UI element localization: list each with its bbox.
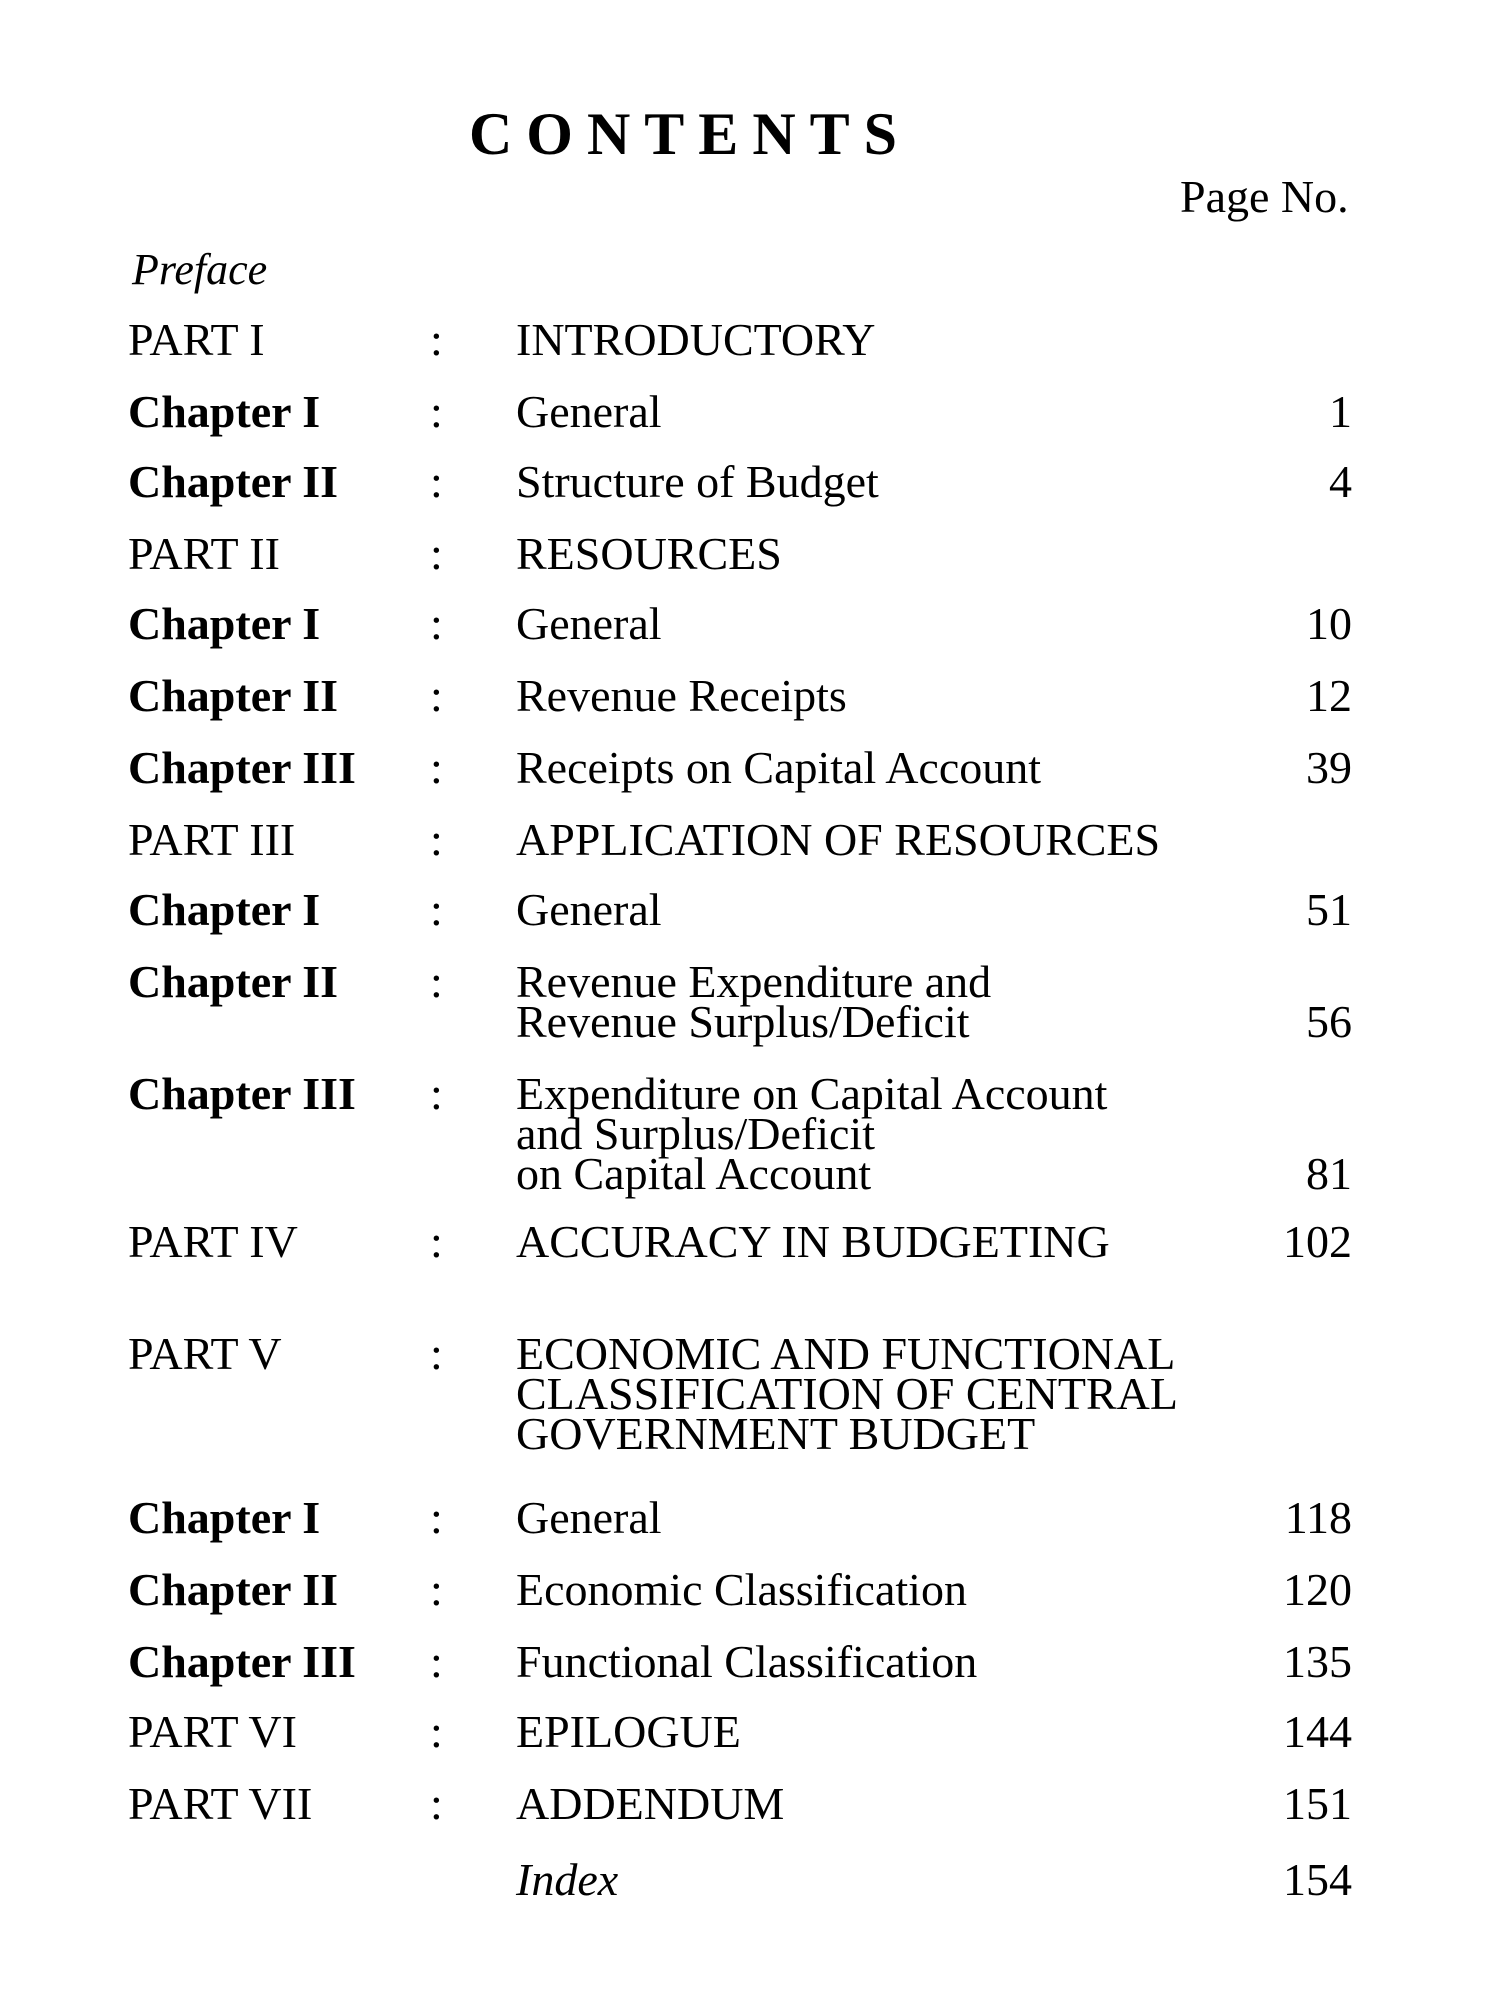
page-no-header: Page No. <box>1180 171 1349 222</box>
entry-title: Receipts on Capital Account <box>516 742 1042 793</box>
entry-title: Structure of Budget <box>516 456 879 507</box>
entry-label: PART III <box>128 814 296 865</box>
entry-page-number: 10 <box>1306 598 1352 649</box>
entry-label: PART II <box>128 528 280 579</box>
entry-label: PART V <box>128 1328 282 1379</box>
contents-title: CONTENTS <box>468 101 912 167</box>
entry-title: Economic Classification <box>516 1564 967 1615</box>
entry-page-number: 4 <box>1329 456 1352 507</box>
entry-page-number: 1 <box>1329 386 1352 437</box>
separator-colon: : <box>430 1778 443 1829</box>
entry-label: Chapter I <box>128 1492 321 1543</box>
entry-title: Revenue Receipts <box>516 670 847 721</box>
entry-label: PART VII <box>128 1778 313 1829</box>
entry-title: Functional Classification <box>516 1636 978 1687</box>
separator-colon: : <box>430 528 443 579</box>
entry-label: Chapter III <box>128 1636 356 1687</box>
entry-label: Chapter III <box>128 1068 356 1119</box>
entry-label: PART I <box>128 314 265 365</box>
entry-title: APPLICATION OF RESOURCES <box>516 814 1161 865</box>
entry-page-number: 135 <box>1283 1636 1352 1687</box>
entry-title: General <box>516 1492 662 1543</box>
entry-page-number: 56 <box>1306 996 1352 1047</box>
entry-page-number: 81 <box>1306 1148 1352 1199</box>
entry-title: INTRODUCTORY <box>516 314 876 365</box>
entry-page-number: 51 <box>1306 884 1352 935</box>
separator-colon: : <box>430 1068 443 1119</box>
separator-colon: : <box>430 456 443 507</box>
entry-title: General <box>516 386 662 437</box>
index-label: Index <box>516 1854 619 1905</box>
entry-page-number: 120 <box>1283 1564 1352 1615</box>
entry-title: General <box>516 884 662 935</box>
separator-colon: : <box>430 956 443 1007</box>
entry-label: Chapter III <box>128 742 356 793</box>
separator-colon: : <box>430 1564 443 1615</box>
entry-label: Chapter I <box>128 598 321 649</box>
entry-label: Chapter II <box>128 1564 339 1615</box>
entry-label: Chapter I <box>128 884 321 935</box>
entry-title: ADDENDUM <box>516 1778 785 1829</box>
preface-entry: Preface <box>132 245 268 294</box>
entry-page-number: 144 <box>1283 1706 1352 1757</box>
entry-label: PART VI <box>128 1706 297 1757</box>
entry-title: RESOURCES <box>516 528 782 579</box>
index-page-number: 154 <box>1283 1854 1352 1905</box>
entry-page-number: 102 <box>1283 1216 1352 1267</box>
entry-title: Expenditure on Capital Account and Surplus/Deficit on Capital Account <box>516 1068 1108 1199</box>
separator-colon: : <box>430 670 443 721</box>
separator-colon: : <box>430 598 443 649</box>
separator-colon: : <box>430 1706 443 1757</box>
entry-page-number: 12 <box>1306 670 1352 721</box>
entry-page-number: 118 <box>1284 1492 1352 1543</box>
separator-colon: : <box>430 814 443 865</box>
entry-title: Revenue Expenditure and Revenue Surplus/Deficit <box>516 956 992 1047</box>
entry-title: EPILOGUE <box>516 1706 741 1757</box>
separator-colon: : <box>430 884 443 935</box>
entry-title: General <box>516 598 662 649</box>
separator-colon: : <box>430 742 443 793</box>
separator-colon: : <box>430 1328 443 1379</box>
separator-colon: : <box>430 1216 443 1267</box>
separator-colon: : <box>430 1492 443 1543</box>
separator-colon: : <box>430 386 443 437</box>
entry-title: ECONOMIC AND FUNCTIONAL CLASSIFICATION OF CENTRAL GOVERNMENT BUDGET <box>516 1328 1178 1459</box>
entry-page-number: 39 <box>1306 742 1352 793</box>
entry-label: Chapter I <box>128 386 321 437</box>
entry-label: PART IV <box>128 1216 298 1267</box>
entry-page-number: 151 <box>1283 1778 1352 1829</box>
separator-colon: : <box>430 1636 443 1687</box>
separator-colon: : <box>430 314 443 365</box>
entry-label: Chapter II <box>128 956 339 1007</box>
entry-title: ACCURACY IN BUDGETING <box>516 1216 1110 1267</box>
entry-label: Chapter II <box>128 670 339 721</box>
entry-label: Chapter II <box>128 456 339 507</box>
